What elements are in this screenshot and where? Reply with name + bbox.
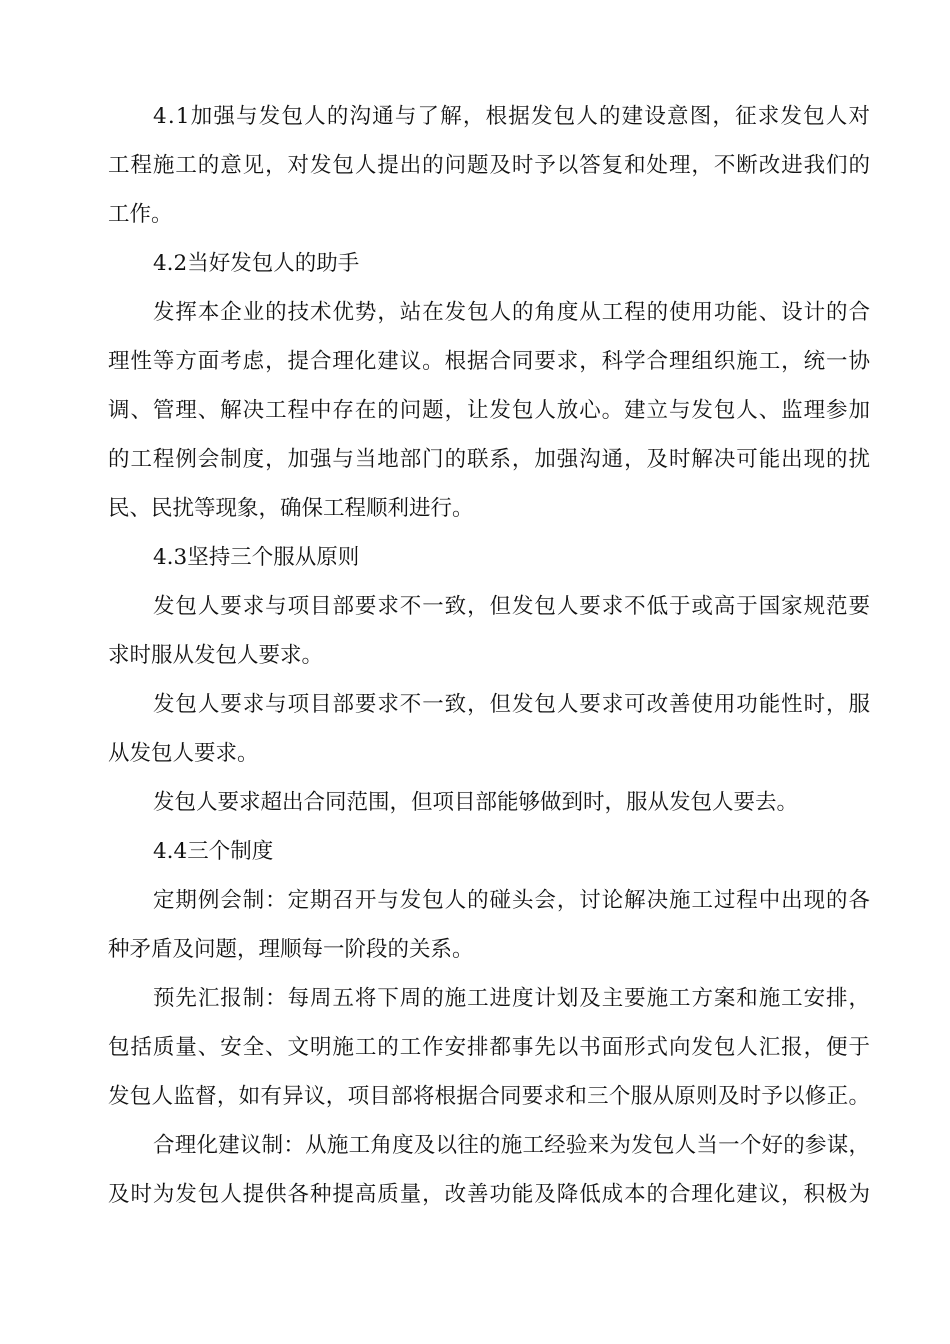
text-line: 预先汇报制：每周五将下周的施工进度计划及主要施工方案和施工安排， (153, 986, 871, 1011)
text-line: 合理化建议制：从施工角度及以往的施工经验来为发包人当一个好的参谋， (153, 1133, 871, 1158)
text-line: 工程施工的意见，对发包人提出的问题及时予以答复和处理，不断改进我们的 (108, 153, 871, 178)
text-line: 及时为发包人提供各种提高质量，改善功能及降低成本的合理化建议，积极为 (108, 1182, 871, 1207)
text-line: 发包人要求与项目部要求不一致，但发包人要求可改善使用功能性时，服 (153, 692, 871, 717)
text-line: 定期例会制：定期召开与发包人的碰头会，讨论解决施工过程中出现的各 (153, 888, 871, 913)
section-heading: 4.2当好发包人的助手 (153, 251, 360, 276)
text-line: 发挥本企业的技术优势，站在发包人的角度从工程的使用功能、设计的合 (153, 300, 871, 325)
text-line: 民、民扰等现象，确保工程顺利进行。 (108, 496, 474, 521)
text-line: 求时服从发包人要求。 (108, 643, 324, 668)
text-line: 种矛盾及问题，理顺每一阶段的关系。 (108, 937, 474, 962)
text-line: 调、管理、解决工程中存在的问题，让发包人放心。建立与发包人、监理参加 (108, 398, 871, 423)
text-line: 理性等方面考虑，提合理化建议。根据合同要求，科学合理组织施工，统一协 (108, 349, 871, 374)
text-line: 发包人要求超出合同范围，但项目部能够做到时，服从发包人要去。 (153, 790, 799, 815)
text-line: 从发包人要求。 (108, 741, 259, 766)
section-heading: 4.3坚持三个服从原则 (153, 545, 360, 570)
text-line: 的工程例会制度，加强与当地部门的联系，加强沟通，及时解决可能出现的扰 (108, 447, 871, 472)
text-line: 发包人要求与项目部要求不一致，但发包人要求不低于或高于国家规范要 (153, 594, 871, 619)
text-line: 4.1加强与发包人的沟通与了解，根据发包人的建设意图，征求发包人对 (153, 104, 872, 129)
text-line: 包括质量、安全、文明施工的工作安排都事先以书面形式向发包人汇报，便于 (108, 1035, 871, 1060)
text-line: 发包人监督，如有异议，项目部将根据合同要求和三个服从原则及时予以修正。 (108, 1084, 871, 1109)
section-heading: 4.4三个制度 (153, 839, 274, 864)
text-line: 工作。 (108, 202, 173, 227)
